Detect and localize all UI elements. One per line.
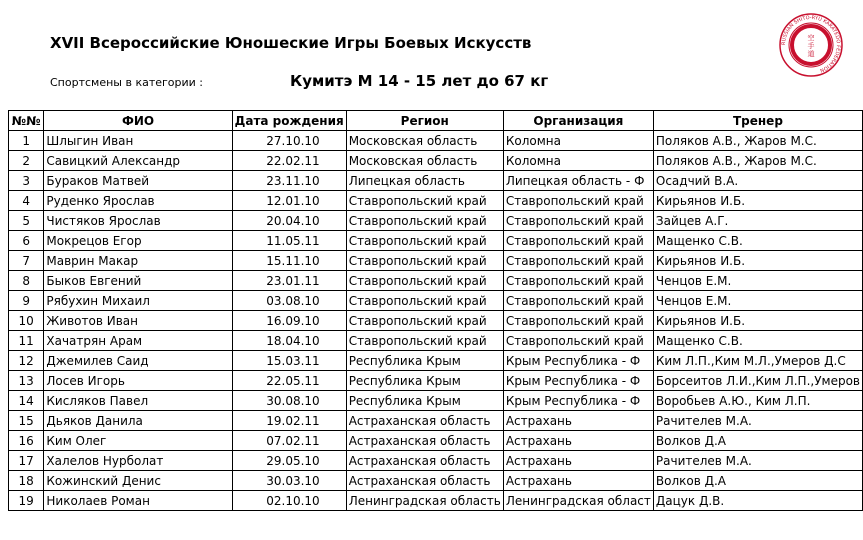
cell-organization: Крым Республика - Ф [503, 371, 653, 391]
cell-number: 8 [9, 271, 44, 291]
cell-name: Кожинский Денис [44, 471, 232, 491]
table-row [9, 451, 863, 471]
table-row [9, 471, 863, 491]
cell-birthdate: 30.08.10 [232, 391, 346, 411]
cell-number: 13 [9, 371, 44, 391]
table-row [9, 171, 863, 191]
cell-organization: Ставропольский край [503, 331, 653, 351]
cell-birthdate: 23.01.11 [232, 271, 346, 291]
cell-coach: Кирьянов И.Б. [653, 311, 862, 331]
page-title: XVII Всероссийские Юношеские Игры Боевых Искусств [50, 34, 532, 52]
cell-region: Ставропольский край [346, 311, 503, 331]
cell-organization: Ставропольский край [503, 251, 653, 271]
table-row [9, 331, 863, 351]
cell-number: 19 [9, 491, 44, 511]
cell-birthdate: 03.08.10 [232, 291, 346, 311]
table-row [9, 131, 863, 151]
cell-name: Бураков Матвей [44, 171, 232, 191]
cell-region: Республика Крым [346, 371, 503, 391]
cell-organization: Ленинградская област [503, 491, 653, 511]
table-row [9, 271, 863, 291]
svg-text:手: 手 [807, 42, 815, 50]
svg-text:道: 道 [807, 50, 815, 58]
cell-number: 14 [9, 391, 44, 411]
table-row [9, 291, 863, 311]
cell-birthdate: 27.10.10 [232, 131, 346, 151]
cell-coach: Осадчий В.А. [653, 171, 862, 191]
cell-region: Московская область [346, 151, 503, 171]
header-birthdate: Дата рождения [232, 111, 346, 131]
cell-organization: Крым Республика - Ф [503, 391, 653, 411]
header-coach: Тренер [653, 111, 862, 131]
header-number: №№ [9, 111, 44, 131]
category-label: Спортсмены в категории : [50, 76, 204, 89]
cell-coach: Воробьев А.Ю., Ким Л.П. [653, 391, 862, 411]
cell-name: Кисляков Павел [44, 391, 232, 411]
cell-number: 15 [9, 411, 44, 431]
table-row [9, 211, 863, 231]
cell-name: Халелов Нурболат [44, 451, 232, 471]
table-header-row [9, 111, 863, 131]
cell-number: 4 [9, 191, 44, 211]
cell-region: Ставропольский край [346, 211, 503, 231]
header-name: ФИО [44, 111, 232, 131]
cell-number: 16 [9, 431, 44, 451]
cell-number: 5 [9, 211, 44, 231]
cell-coach: Мащенко С.В. [653, 231, 862, 251]
cell-number: 12 [9, 351, 44, 371]
cell-coach: Рачителев М.А. [653, 411, 862, 431]
cell-organization: Астрахань [503, 431, 653, 451]
cell-number: 2 [9, 151, 44, 171]
cell-name: Савицкий Александр [44, 151, 232, 171]
table-row [9, 151, 863, 171]
participants-table [8, 110, 863, 511]
cell-organization: Коломна [503, 131, 653, 151]
cell-organization: Ставропольский край [503, 191, 653, 211]
table-row [9, 351, 863, 371]
cell-region: Липецкая область [346, 171, 503, 191]
cell-name: Маврин Макар [44, 251, 232, 271]
cell-birthdate: 30.03.10 [232, 471, 346, 491]
cell-region: Ставропольский край [346, 191, 503, 211]
table-row [9, 491, 863, 511]
cell-region: Ставропольский край [346, 251, 503, 271]
cell-organization: Коломна [503, 151, 653, 171]
cell-number: 3 [9, 171, 44, 191]
cell-birthdate: 07.02.11 [232, 431, 346, 451]
cell-coach: Поляков А.В., Жаров М.С. [653, 151, 862, 171]
cell-number: 1 [9, 131, 44, 151]
cell-organization: Ставропольский край [503, 211, 653, 231]
table-row [9, 231, 863, 251]
cell-region: Ленинградская область [346, 491, 503, 511]
cell-coach: Кирьянов И.Б. [653, 191, 862, 211]
header-organization: Организация [503, 111, 653, 131]
cell-birthdate: 22.02.11 [232, 151, 346, 171]
cell-name: Рябухин Михаил [44, 291, 232, 311]
cell-name: Дьяков Данила [44, 411, 232, 431]
cell-name: Чистяков Ярослав [44, 211, 232, 231]
svg-text:空: 空 [807, 34, 815, 42]
cell-organization: Ставропольский край [503, 231, 653, 251]
cell-name: Шлыгин Иван [44, 131, 232, 151]
table-row [9, 391, 863, 411]
cell-coach: Дацук Д.В. [653, 491, 862, 511]
cell-region: Астраханская область [346, 451, 503, 471]
cell-coach: Кирьянов И.Б. [653, 251, 862, 271]
cell-birthdate: 16.09.10 [232, 311, 346, 331]
cell-birthdate: 29.05.10 [232, 451, 346, 471]
table-row [9, 371, 863, 391]
cell-region: Республика Крым [346, 351, 503, 371]
cell-name: Мокрецов Егор [44, 231, 232, 251]
cell-name: Руденко Ярослав [44, 191, 232, 211]
cell-coach: Ченцов Е.М. [653, 291, 862, 311]
cell-number: 11 [9, 331, 44, 351]
cell-name: Лосев Игорь [44, 371, 232, 391]
cell-organization: Астрахань [503, 411, 653, 431]
cell-organization: Ставропольский край [503, 311, 653, 331]
cell-number: 6 [9, 231, 44, 251]
cell-organization: Ставропольский край [503, 291, 653, 311]
cell-birthdate: 18.04.10 [232, 331, 346, 351]
cell-coach: Волков Д.А [653, 471, 862, 491]
cell-region: Московская область [346, 131, 503, 151]
cell-coach: Волков Д.А [653, 431, 862, 451]
table-row [9, 411, 863, 431]
cell-organization: Астрахань [503, 451, 653, 471]
cell-birthdate: 19.02.11 [232, 411, 346, 431]
svg-text:RUSSIAN SHITO-RYU KARATEDO FED: RUSSIAN SHITO-RYU KARATEDO FEDERATION [780, 14, 842, 74]
table-row [9, 251, 863, 271]
cell-birthdate: 20.04.10 [232, 211, 346, 231]
cell-coach: Мащенко С.В. [653, 331, 862, 351]
cell-coach: Борсеитов Л.И.,Ким Л.П.,Умеров [653, 371, 862, 391]
cell-coach: Ченцов Е.М. [653, 271, 862, 291]
table-row [9, 191, 863, 211]
table-row [9, 311, 863, 331]
cell-name: Хачатрян Арам [44, 331, 232, 351]
cell-region: Астраханская область [346, 471, 503, 491]
cell-number: 18 [9, 471, 44, 491]
cell-region: Ставропольский край [346, 231, 503, 251]
cell-region: Республика Крым [346, 391, 503, 411]
federation-logo [778, 12, 844, 78]
cell-birthdate: 15.11.10 [232, 251, 346, 271]
header-region: Регион [346, 111, 503, 131]
cell-region: Ставропольский край [346, 271, 503, 291]
cell-birthdate: 12.01.10 [232, 191, 346, 211]
cell-organization: Ставропольский край [503, 271, 653, 291]
cell-region: Ставропольский край [346, 331, 503, 351]
cell-birthdate: 11.05.11 [232, 231, 346, 251]
cell-number: 7 [9, 251, 44, 271]
cell-birthdate: 02.10.10 [232, 491, 346, 511]
cell-coach: Зайцев А.Г. [653, 211, 862, 231]
cell-birthdate: 22.05.11 [232, 371, 346, 391]
cell-organization: Липецкая область - Ф [503, 171, 653, 191]
cell-region: Астраханская область [346, 431, 503, 451]
category-name: Кумитэ М 14 - 15 лет до 67 кг [290, 72, 549, 90]
cell-number: 10 [9, 311, 44, 331]
cell-number: 17 [9, 451, 44, 471]
cell-coach: Рачителев М.А. [653, 451, 862, 471]
cell-name: Джемилев Саид [44, 351, 232, 371]
cell-name: Быков Евгений [44, 271, 232, 291]
cell-birthdate: 23.11.10 [232, 171, 346, 191]
cell-number: 9 [9, 291, 44, 311]
cell-organization: Астрахань [503, 471, 653, 491]
cell-region: Ставропольский край [346, 291, 503, 311]
cell-coach: Поляков А.В., Жаров М.С. [653, 131, 862, 151]
cell-name: Николаев Роман [44, 491, 232, 511]
cell-name: Животов Иван [44, 311, 232, 331]
cell-birthdate: 15.03.11 [232, 351, 346, 371]
cell-region: Астраханская область [346, 411, 503, 431]
cell-coach: Ким Л.П.,Ким М.Л.,Умеров Д.С [653, 351, 862, 371]
table-row [9, 431, 863, 451]
cell-name: Ким Олег [44, 431, 232, 451]
cell-organization: Крым Республика - Ф [503, 351, 653, 371]
